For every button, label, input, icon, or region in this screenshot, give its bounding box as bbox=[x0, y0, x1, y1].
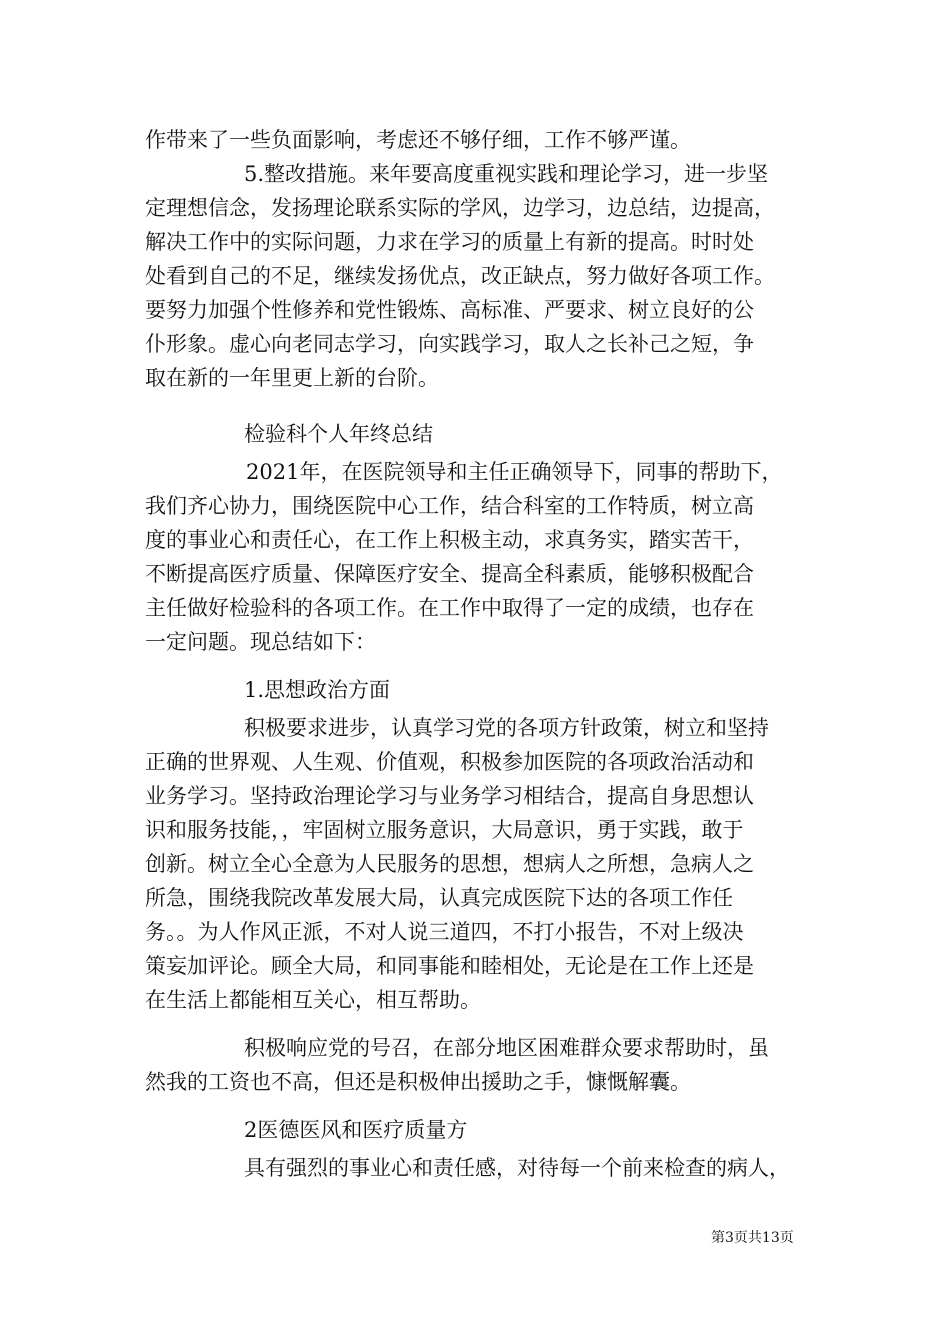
text-line: 主任做好检验科的各项工作。在工作中取得了一定的成绩，也存在 bbox=[145, 596, 754, 620]
text-line: 要努力加强个性修养和党性锻炼、高标准、严要求、树立良好的公 bbox=[145, 298, 754, 322]
text-line: 度的事业心和责任心，在工作上积极主动，求真务实，踏实苦干， bbox=[145, 528, 754, 552]
text-line: 识和服务技能，，牢固树立服务意识，大局意识，勇于实践，敢于 bbox=[145, 818, 744, 842]
text-line: 我们齐心协力，围绕医院中心工作，结合科室的工作特质，树立高 bbox=[145, 494, 754, 518]
text-line: 仆形象。虚心向老同志学习，向实践学习，取人之长补己之短，争 bbox=[145, 332, 754, 356]
text-line: 在生活上都能相互关心，相互帮助。 bbox=[145, 988, 481, 1012]
text-line: 创新。树立全心全意为人民服务的思想，想病人之所想，急病人之 bbox=[145, 852, 754, 876]
text-line: 解决工作中的实际问题，力求在学习的质量上有新的提高。时时处 bbox=[145, 230, 754, 254]
text-line: 正确的世界观、人生观、价值观，积极参加医院的各项政治活动和 bbox=[145, 750, 754, 774]
text-line: 所急，围绕我院改革发展大局，认真完成医院下达的各项工作任 bbox=[145, 886, 733, 910]
text-line: 取在新的一年里更上新的台阶。 bbox=[145, 366, 439, 390]
subheading: 2医德医风和医疗质量方 bbox=[244, 1118, 468, 1142]
text-line: 定理想信念，发扬理论联系实际的学风，边学习，边总结，边提高， bbox=[145, 196, 775, 220]
text-line: 2021年，在医院领导和主任正确领导下，同事的帮助下， bbox=[246, 460, 783, 484]
text-line: 5.整改措施。来年要高度重视实践和理论学习，进一步坚 bbox=[244, 162, 769, 186]
page-number: 第3页共13页 bbox=[711, 1230, 794, 1246]
text-line: 然我的工资也不高，但还是积极伸出援助之手，慷慨解囊。 bbox=[145, 1070, 691, 1094]
text-line: 不断提高医疗质量、保障医疗安全、提高全科素质，能够积极配合 bbox=[145, 562, 754, 586]
text-line: 策妄加评论。顾全大局，和同事能和睦相处，无论是在工作上还是 bbox=[145, 954, 754, 978]
text-line: 一定问题。现总结如下： bbox=[145, 630, 376, 654]
text-line: 务。。为人作风正派，不对人说三道四，不打小报告，不对上级决 bbox=[145, 920, 744, 944]
text-line: 业务学习。坚持政治理论学习与业务学习相结合，提高自身思想认 bbox=[145, 784, 754, 808]
text-line: 具有强烈的事业心和责任感，对待每一个前来检查的病人， bbox=[244, 1156, 790, 1180]
text-line: 积极响应党的号召，在部分地区困难群众要求帮助时，虽 bbox=[244, 1036, 769, 1060]
text-line: 处看到自己的不足，继续发扬优点，改正缺点，努力做好各项工作。 bbox=[145, 264, 775, 288]
subheading: 1.思想政治方面 bbox=[244, 678, 391, 702]
text-line: 积极要求进步，认真学习党的各项方针政策，树立和坚持 bbox=[244, 716, 769, 740]
section-title: 检验科个人年终总结 bbox=[244, 422, 433, 446]
text-line: 作带来了一些负面影响，考虑还不够仔细，工作不够严谨。 bbox=[145, 128, 691, 152]
